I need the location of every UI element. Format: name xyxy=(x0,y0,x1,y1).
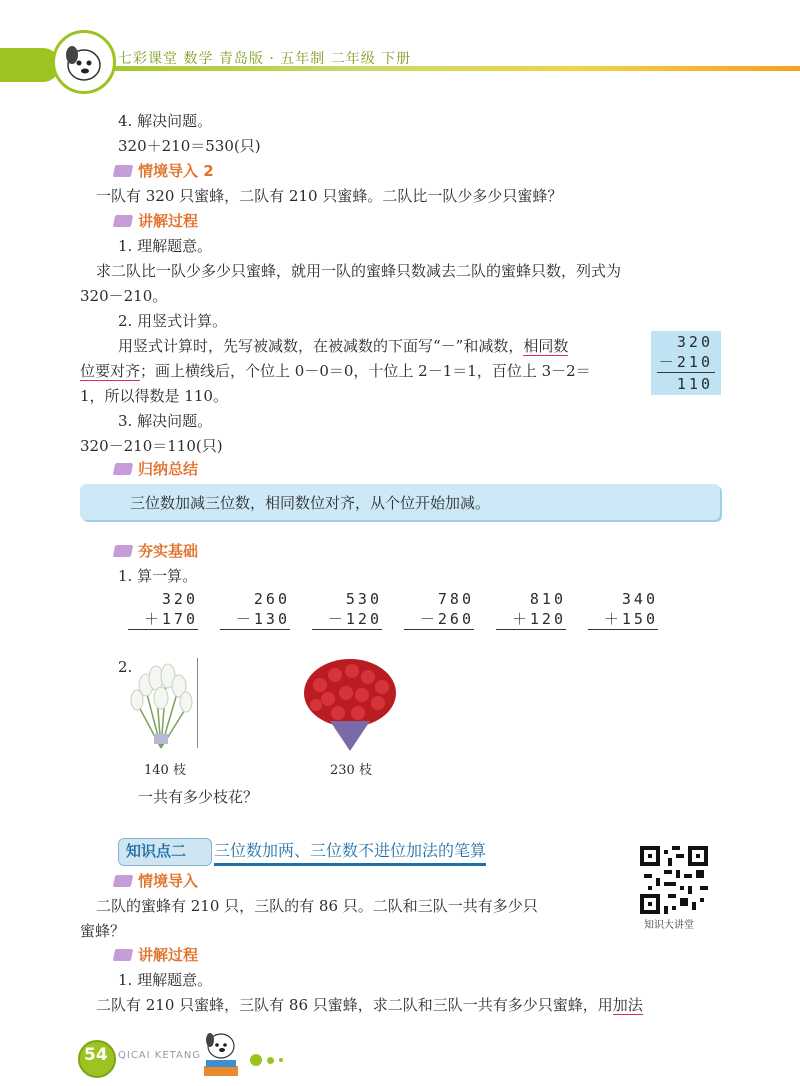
qr-code-image[interactable] xyxy=(640,846,708,914)
flower-question: 一共有多少枝花？ xyxy=(138,788,259,806)
book-icon xyxy=(113,545,134,557)
vertical-explain-3: 1，所以得数是 110。 xyxy=(80,387,228,405)
step-2: 2. 用竖式计算。 xyxy=(118,312,228,330)
problem-text: 一队有 320 只蜜蜂，二队有 210 只蜜蜂。二队比一队少多少只蜜蜂？ xyxy=(96,187,563,205)
mascot-logo xyxy=(52,30,116,94)
book-icon xyxy=(113,875,134,887)
vertical-calc-box xyxy=(651,331,721,395)
book-icon xyxy=(113,165,134,177)
heading-jiangjie-1: 讲解过程 xyxy=(114,210,198,231)
step-1: 1. 理解题意。 xyxy=(118,237,213,255)
heading-qingjing-3: 情境导入 xyxy=(114,870,198,891)
calc-minuend: 320 xyxy=(676,333,713,351)
calc-subtrahend: －210 xyxy=(658,353,713,371)
calc-rule xyxy=(657,372,715,373)
qr-caption: 知识大讲堂 xyxy=(644,920,694,931)
exercise-calc: 780 －260 xyxy=(404,590,474,630)
knowledge-point-title: 三位数加两、三位数不进位加法的笔算 xyxy=(214,838,486,866)
exercise-calc: 340 ＋150 xyxy=(588,590,658,630)
page-number: 54 xyxy=(84,1045,108,1065)
exercise-calc: 530 －120 xyxy=(312,590,382,630)
problem-text-2: 二队的蜜蜂有 210 只，三队的有 86 只。二队和三队一共有多少只 xyxy=(96,897,538,915)
knowledge-point-tag-label: 知识点二 xyxy=(126,842,187,860)
heading-guina: 归纳总结 xyxy=(114,458,198,479)
equation-sub: 320－210＝110(只) xyxy=(80,437,223,455)
equation-add: 320＋210＝530(只) xyxy=(118,137,261,155)
header-green-tab xyxy=(0,48,60,82)
flower-count-1: 140 枝 xyxy=(144,763,186,778)
book-icon xyxy=(113,949,134,961)
white-lily-bouquet-image xyxy=(126,660,196,752)
heading-qingjing-2: 情境导入 2 xyxy=(114,160,214,181)
header-title: 七彩课堂 数学 青岛版 · 五年制 二年级 下册 xyxy=(118,51,412,67)
heading-jiangjie-2: 讲解过程 xyxy=(114,944,198,965)
exercise-2-label: 2. xyxy=(118,658,133,676)
book-icon xyxy=(113,463,134,475)
book-icon xyxy=(113,215,134,227)
step-3: 3. 解决问题。 xyxy=(118,412,213,430)
explain-line-b: 二队有 210 只蜜蜂，三队有 86 只蜜蜂，求二队和三队一共有多少只蜜蜂，用加法 xyxy=(96,996,643,1014)
problem-text-2-cont: 蜜蜂？ xyxy=(80,922,126,940)
explain-line-1: 求二队比一队少多少只蜜蜂，就用一队的蜜蜂只数减去二队的蜜蜂只数，列式为 xyxy=(96,262,622,280)
footer-brand: QICAI KETANG xyxy=(118,1050,202,1061)
step-1-b: 1. 理解题意。 xyxy=(118,971,213,989)
heading-hangshi: 夯实基础 xyxy=(114,540,198,561)
exercise-calc: 810 ＋120 xyxy=(496,590,566,630)
mascot-reading-icon xyxy=(196,1028,246,1080)
exercise-calc: 320 ＋170 xyxy=(128,590,198,630)
summary-text: 三位数加减三位数，相同数位对齐，从个位开始加减。 xyxy=(130,494,491,512)
red-rose-bouquet-image xyxy=(300,655,400,753)
vertical-explain-2: 位要对齐；画上横线后，个位上 0－0＝0，十位上 2－1＝1，百位上 3－2＝ xyxy=(80,362,591,380)
exercise-1-label: 1. 算一算。 xyxy=(118,567,198,585)
calc-result: 110 xyxy=(676,375,713,393)
vertical-explain-1: 用竖式计算时，先写被减数，在被减数的下面写“－”和减数，相同数 xyxy=(118,337,569,355)
step-4: 4. 解决问题。 xyxy=(118,112,213,130)
explain-line-2: 320－210。 xyxy=(80,287,168,305)
flower-count-2: 230 枝 xyxy=(330,763,372,778)
exercise-calc: 260 －130 xyxy=(220,590,290,630)
image-divider xyxy=(197,658,198,748)
footer-dots xyxy=(250,1050,288,1068)
